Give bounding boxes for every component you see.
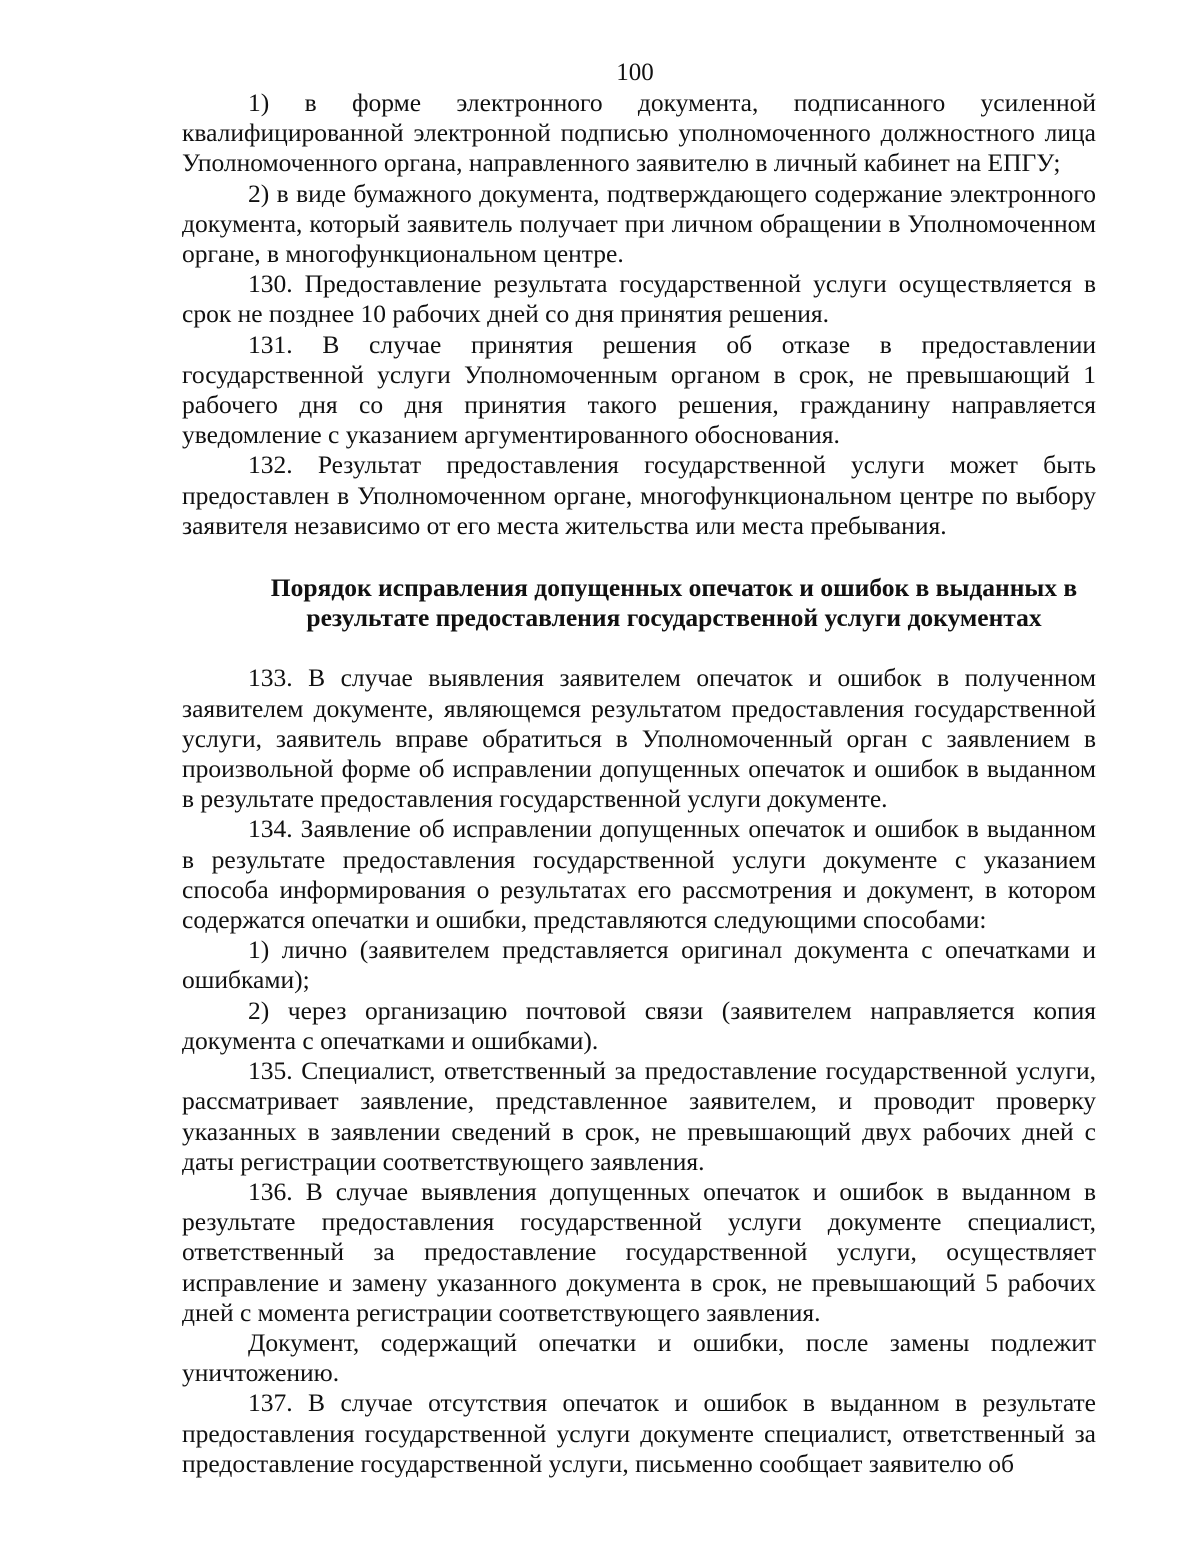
paragraph-134-item-2: 2) через организацию почтовой связи (заявителем направляется копия документа с опечатками и ошибками). [182, 995, 1096, 1055]
page-number: 100 [616, 59, 654, 86]
section-heading-line-2: результате предоставления государственной услуги документах [306, 603, 1042, 633]
paragraph-133: 133. В случае выявления заявителем опечаток и ошибок в полученном заявителем документе, являющемся результатом предоставления государственной услуги, заявитель вправе обратиться в Уполномоченный орган с заявлением в произвольной форме об исправлении допущенных опечаток и ошибок в выданном в результате предоставления государственной услуги документе. [182, 663, 1096, 814]
paragraph-136-destruction: Документ, содержащий опечатки и ошибки, после замены подлежит уничтожению. [182, 1327, 1096, 1388]
paragraph-131: 131. В случае принятия решения об отказе в предоставлении государственной услуги Уполномоченным органом в срок, не превышающий 1 рабочего дня со дня принятия такого решения, гражданину направляется уведомление с указанием аргументированного обоснования. [182, 329, 1096, 450]
section-heading-line-1: Порядок исправления допущенных опечаток и ошибок в выданных в [270, 573, 1078, 603]
paragraph-137: 137. В случае отсутствия опечаток и ошибок в выданном в результате предоставления государственной услуги документе специалист, ответственный за предоставление государственной услуги, письменно сообщает заявителю об [182, 1388, 1096, 1478]
spacer [182, 633, 1096, 663]
paragraph-item-1-electronic: 1) в форме электронного документа, подписанного усиленной квалифицированной электронной подписью уполномоченного должностного лица Уполномоченного органа, направленного заявителю в личный кабинет на ЕПГУ; [182, 88, 1096, 178]
spacer [182, 541, 1096, 573]
paragraph-135: 135. Специалист, ответственный за предоставление государственной услуги, рассматривает заявление, представленное заявителем, и проводит проверку указанных в заявлении сведений в срок, не превышающий двух рабочих дней с даты регистрации соответствующего заявления. [182, 1056, 1096, 1176]
paragraph-item-2-paper: 2) в виде бумажного документа, подтверждающего содержание электронного документа, который заявитель получает при личном обращении в Уполномоченном органе, в многофункциональном центре. [182, 178, 1096, 269]
section-heading [182, 573, 1096, 633]
paragraph-134: 134. Заявление об исправлении допущенных опечаток и ошибок в выданном в результате предоставления государственной услуги документе с указанием способа информирования о результатах его рассмотрения и документ, в котором содержатся опечатки и ошибки, представляются следующими способами: [182, 814, 1096, 935]
paragraph-130: 130. Предоставление результата государственной услуги осуществляется в срок не позднее 10 рабочих дней со дня принятия решения. [182, 269, 1096, 329]
paragraph-136: 136. В случае выявления допущенных опечаток и ошибок в выданном в результате предоставления государственной услуги документе специалист, ответственный за предоставление государственной услуги, осуществляет исправление и замену указанного документа в срок, не превышающий 5 рабочих дней с момента регистрации соответствующего заявления. [182, 1176, 1096, 1327]
paragraph-134-item-1: 1) лично (заявителем представляется оригинал документа с опечатками и ошибками); [182, 935, 1096, 995]
paragraph-132: 132. Результат предоставления государственной услуги может быть предоставлен в Уполномоченном органе, многофункциональном центре по выбору заявителя независимо от его места жительства или места пребывания. [182, 450, 1096, 540]
document-body [182, 88, 1096, 1479]
